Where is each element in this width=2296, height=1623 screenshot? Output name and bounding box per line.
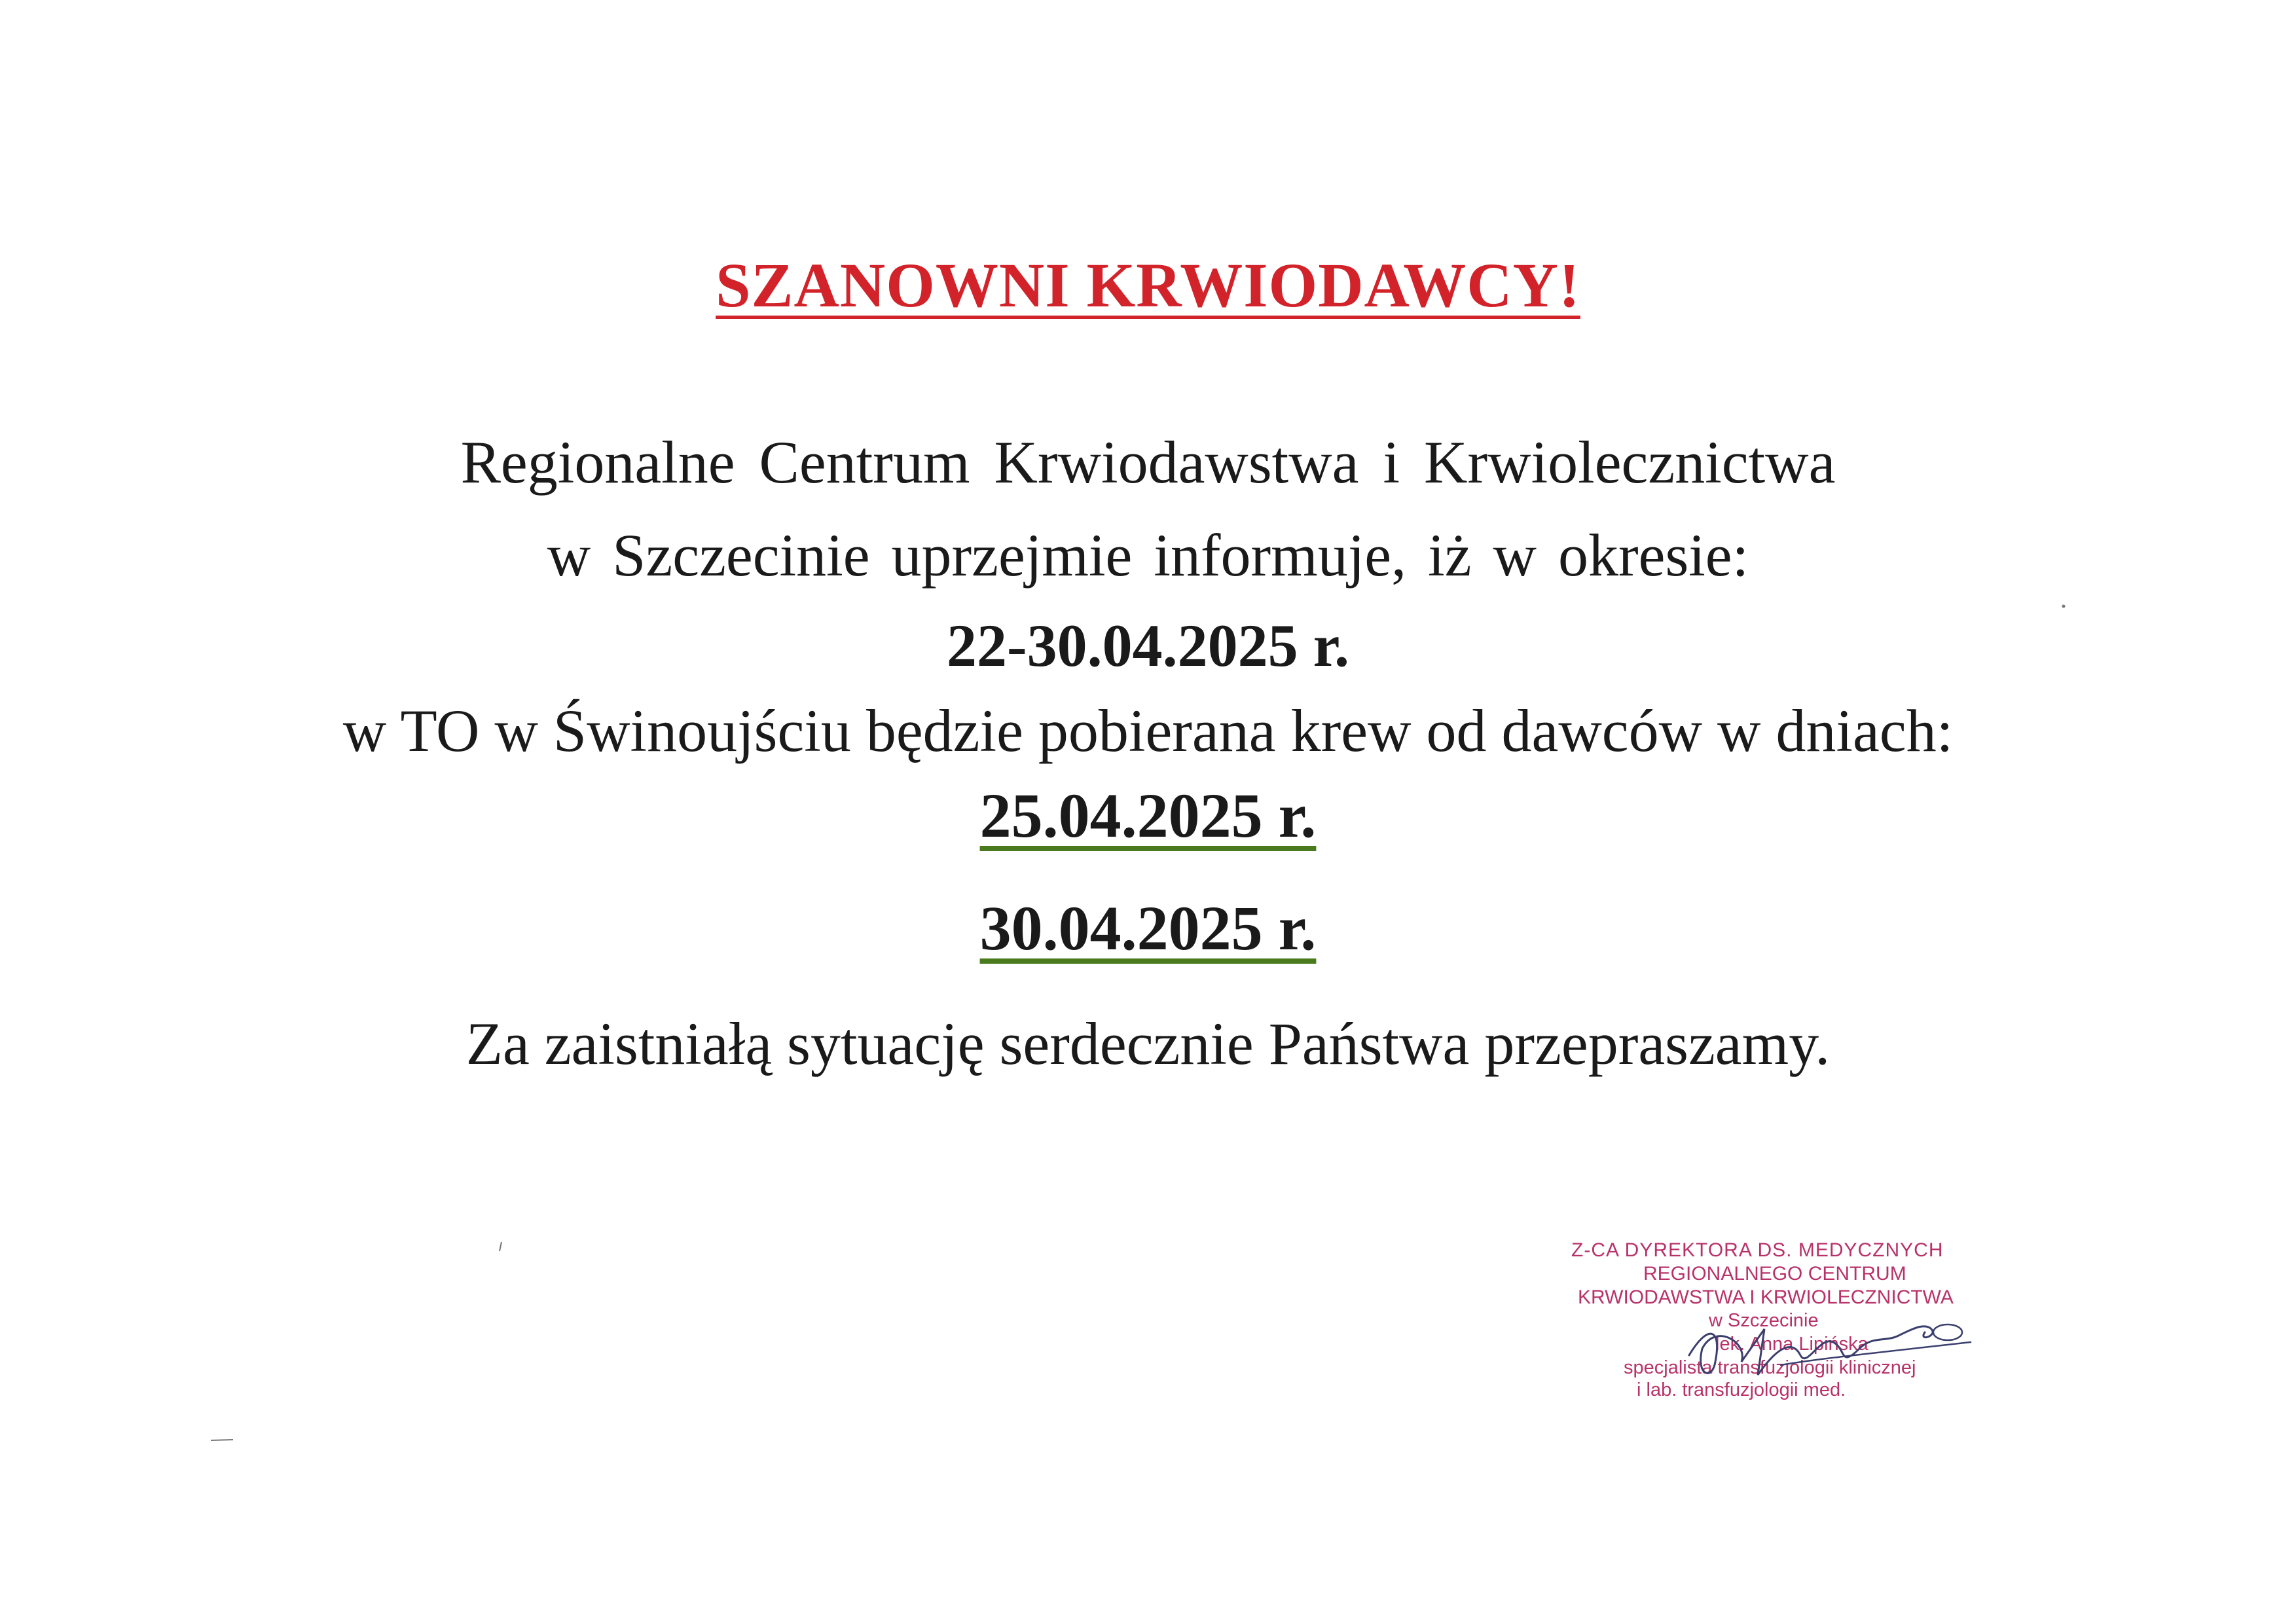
handwritten-signature (1650, 1303, 1977, 1395)
collection-date-2-text: 30.04.2025 r. (979, 893, 1317, 963)
collection-date-2 (0, 893, 2296, 963)
stamp-line-1: Z-CA DYREKTORA DS. MEDYCZNYCH (1571, 1239, 1944, 1261)
stamp-line-4: w Szczecinie (1709, 1310, 1819, 1331)
intro-line-1: Regionalne Centrum Krwiodawstwa i Krwiolecznictwa (460, 429, 1836, 496)
stamp-line-3: KRWIODAWSTWA I KRWIOLECZNICTWA (1578, 1286, 1954, 1308)
collection-date-1-text: 25.04.2025 r. (979, 780, 1317, 850)
scan-speck-3 (2061, 604, 2066, 609)
stamp-line-6: specjalista transfuzjologii klinicznej (1624, 1357, 1916, 1378)
stamp-line-5: lek. Anna Lipińska (1715, 1334, 1868, 1355)
period-range: 22-30.04.2025 r. (946, 612, 1350, 679)
heading (0, 250, 2296, 320)
intro-line-2: w Szczecinie uprzejmie informuje, iż w okresie: (547, 522, 1749, 589)
heading-text: SZANOWNI KRWIODAWCY! (716, 250, 1580, 320)
apology-line: Za zaistniałą sytuację serdecznie Państwa przepraszamy. (465, 1010, 1831, 1077)
scan-speck-1 (210, 1437, 236, 1444)
collection-date-1 (0, 780, 2296, 850)
stamp-line-2: REGIONALNEGO CENTRUM (1643, 1263, 1906, 1285)
scan-speck-2 (498, 1241, 504, 1254)
stamp-line-7: i lab. transfuzjologii med. (1637, 1379, 1846, 1400)
location-line: w TO w Świnoujściu będzie pobierana krew od dawców w dniach: (342, 697, 1954, 764)
